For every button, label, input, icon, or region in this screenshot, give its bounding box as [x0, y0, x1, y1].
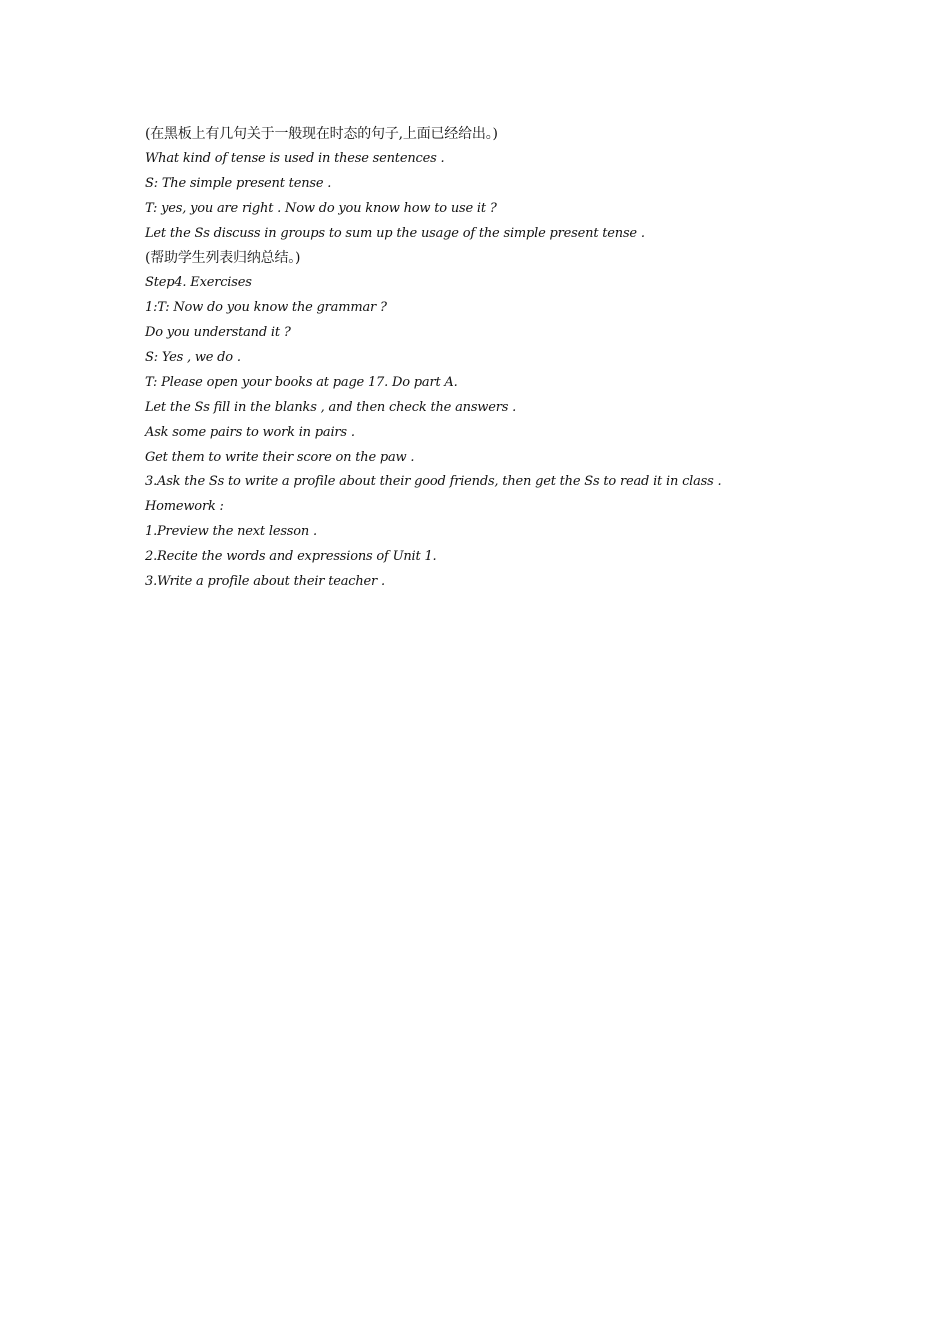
step-heading: Step4. Exercises [145, 275, 252, 291]
exercise-line: 3.Ask the Ss to write a profile about their good friends, then get the Ss to read it in class . [145, 474, 722, 490]
exercise-line: Let the Ss fill in the blanks , and then check the answers . [145, 399, 517, 415]
homework-item: 1.Preview the next lesson . [145, 524, 317, 540]
group-discussion-instruction: Let the Ss discuss in groups to sum up the usage of the simple present tense . [145, 225, 645, 241]
exercise-line: Get them to write their score on the paw . [145, 449, 415, 465]
blackboard-note: (在黑板上有几句关于一般现在时态的句子,上面已经给出。) [145, 126, 498, 142]
summary-note: (帮助学生列表归纳总结。) [145, 250, 301, 267]
exercise-line: Ask some pairs to work in pairs . [145, 424, 355, 440]
homework-item: 2.Recite the words and expressions of Unit 1. [145, 549, 437, 565]
exercise-line: Do you understand it ? [145, 325, 291, 341]
exercise-line: S: Yes , we do . [145, 350, 241, 366]
lesson-text-block [145, 122, 845, 595]
homework-heading: Homework : [145, 499, 224, 515]
homework-item: 3.Write a profile about their teacher . [145, 574, 385, 590]
exercise-line: T: Please open your books at page 17. Do part A. [145, 374, 458, 390]
student-answer-tense: S: The simple present tense . [145, 175, 332, 191]
teacher-response: T: yes, you are right . Now do you know how to use it ? [145, 200, 497, 216]
exercise-line: 1:T: Now do you know the grammar ? [145, 300, 387, 316]
teacher-question-tense: What kind of tense is used in these sentences . [145, 150, 445, 166]
